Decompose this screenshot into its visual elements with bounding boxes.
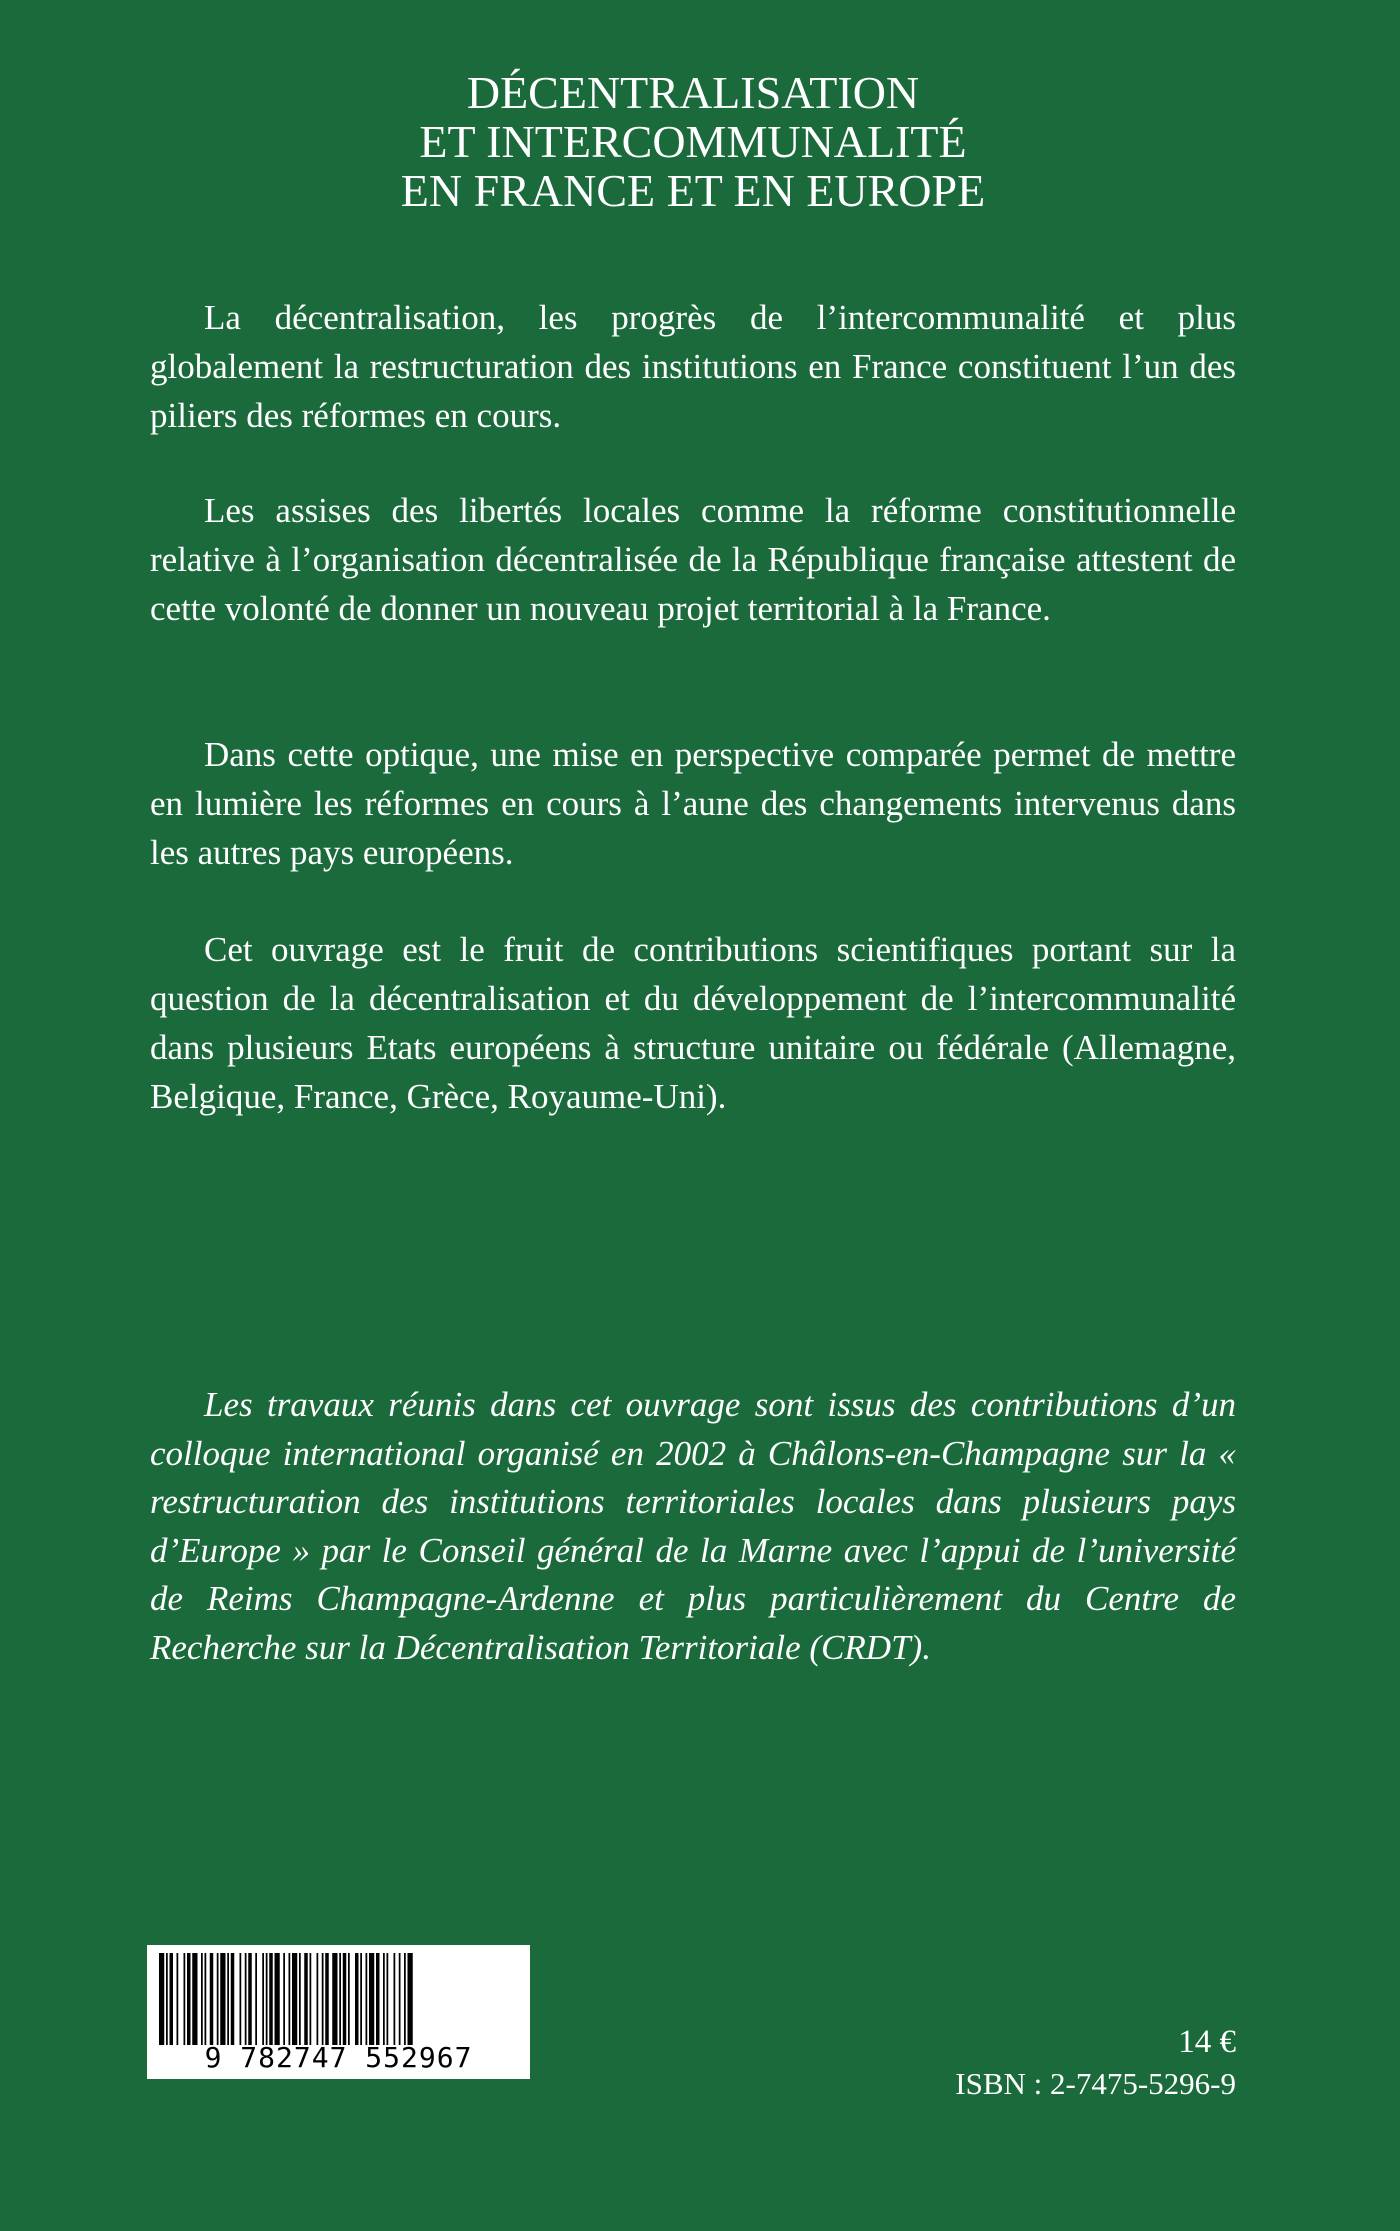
barcode-bar bbox=[387, 1953, 389, 2045]
colloquium-note: Les travaux réunis dans cet ouvrage sont issus des contributions d’un colloque international organisé en 2002 à Châlons-en-Champagne sur la « restructuration des institutions territoriales locales dans plusieurs pays d’Europe » par le Conseil général de la Marne avec l’appui de l’université de Reims Champagne-Ardenne et plus particulièrement du Centre de Recherche sur la Décentralisation Territoriale (CRDT). bbox=[150, 1385, 1236, 1667]
barcode-bar bbox=[240, 1953, 242, 2045]
barcode-bar bbox=[184, 1953, 186, 2045]
title-line-2: ET INTERCOMMUNALITÉ bbox=[419, 116, 967, 167]
barcode-bar bbox=[166, 1953, 168, 2045]
barcode-bar bbox=[399, 1953, 401, 2045]
barcode-bar bbox=[187, 1953, 191, 2045]
barcode-bar bbox=[404, 1953, 406, 2045]
barcode-bar bbox=[348, 1953, 350, 2045]
price: 14 € bbox=[1178, 2024, 1236, 2060]
paragraph-2: Les assises des libertés locales comme la réforme constitutionnelle relative à l’organisation décentralisée de la République française attestent de cette volonté de donner un nouveau projet territorial à la France. bbox=[150, 491, 1236, 628]
barcode-bar bbox=[289, 1953, 291, 2045]
title-line-3: EN FRANCE ET EN EUROPE bbox=[400, 165, 986, 216]
barcode-bar bbox=[255, 1953, 257, 2045]
barcode-bar bbox=[366, 1953, 368, 2045]
barcode-bar bbox=[304, 1953, 308, 2045]
barcode-bar bbox=[192, 1953, 197, 2045]
paragraph-3: Dans cette optique, une mise en perspective comparée permet de mettre en lumière les réformes en cours à l’aune des changements intervenus dans les autres pays européens. bbox=[150, 735, 1236, 872]
barcode-bar bbox=[360, 1953, 362, 2045]
barcode-bar bbox=[275, 1953, 280, 2045]
paragraph-4: Cet ouvrage est le fruit de contributions scientifiques portant sur la question de la décentralisation et du développement de l’intercommunalité dans plusieurs Etats européens à structure unitaire ou fédérale (Allemagne, Belgique, France, Grèce, Royaume-Uni). bbox=[150, 930, 1236, 1116]
isbn: ISBN : 2-7475-5296-9 bbox=[955, 2066, 1236, 2101]
barcode-bar bbox=[339, 1953, 341, 2045]
barcode-bar bbox=[369, 1953, 374, 2045]
barcode-bar bbox=[317, 1953, 319, 2045]
barcode-bar bbox=[177, 1953, 179, 2045]
barcode-bar bbox=[283, 1953, 285, 2045]
barcode-bar bbox=[248, 1953, 252, 2045]
barcode-bar bbox=[266, 1953, 268, 2045]
barcode-bar bbox=[332, 1953, 337, 2045]
barcode bbox=[147, 1945, 530, 2079]
barcode-bar bbox=[201, 1953, 203, 2045]
barcode-bar bbox=[322, 1953, 324, 2045]
barcode-bar bbox=[394, 1953, 396, 2045]
barcode-bars bbox=[157, 1953, 522, 2045]
title-line-1: DÉCENTRALISATION bbox=[466, 67, 920, 118]
barcode-bar bbox=[170, 1953, 174, 2045]
book-title bbox=[150, 68, 1236, 215]
barcode-bar bbox=[343, 1953, 347, 2045]
barcode-bar bbox=[310, 1953, 312, 2045]
barcode-bar bbox=[383, 1953, 385, 2045]
barcode-bar bbox=[355, 1953, 359, 2045]
barcode-bar bbox=[376, 1953, 380, 2045]
barcode-bar bbox=[262, 1953, 264, 2045]
barcode-bar bbox=[299, 1953, 301, 2045]
barcode-bar bbox=[325, 1953, 329, 2045]
barcode-bar bbox=[245, 1953, 247, 2045]
barcode-bar bbox=[292, 1953, 297, 2045]
barcode-bar bbox=[227, 1953, 229, 2045]
barcode-bar bbox=[220, 1953, 225, 2045]
barcode-bar bbox=[205, 1953, 207, 2045]
barcode-bar bbox=[269, 1953, 273, 2045]
paragraph-1: La décentralisation, les progrès de l’intercommunalité et plus globalement la restructuration des institutions en France constituent l’un des piliers des réformes en cours. bbox=[150, 298, 1236, 435]
barcode-bar bbox=[159, 1953, 164, 2045]
barcode-bar bbox=[217, 1953, 219, 2045]
barcode-bar bbox=[210, 1953, 214, 2045]
barcode-digits: 9 782747 552967 bbox=[204, 2041, 473, 2074]
barcode-bar bbox=[231, 1953, 235, 2045]
barcode-bar bbox=[408, 1953, 413, 2045]
